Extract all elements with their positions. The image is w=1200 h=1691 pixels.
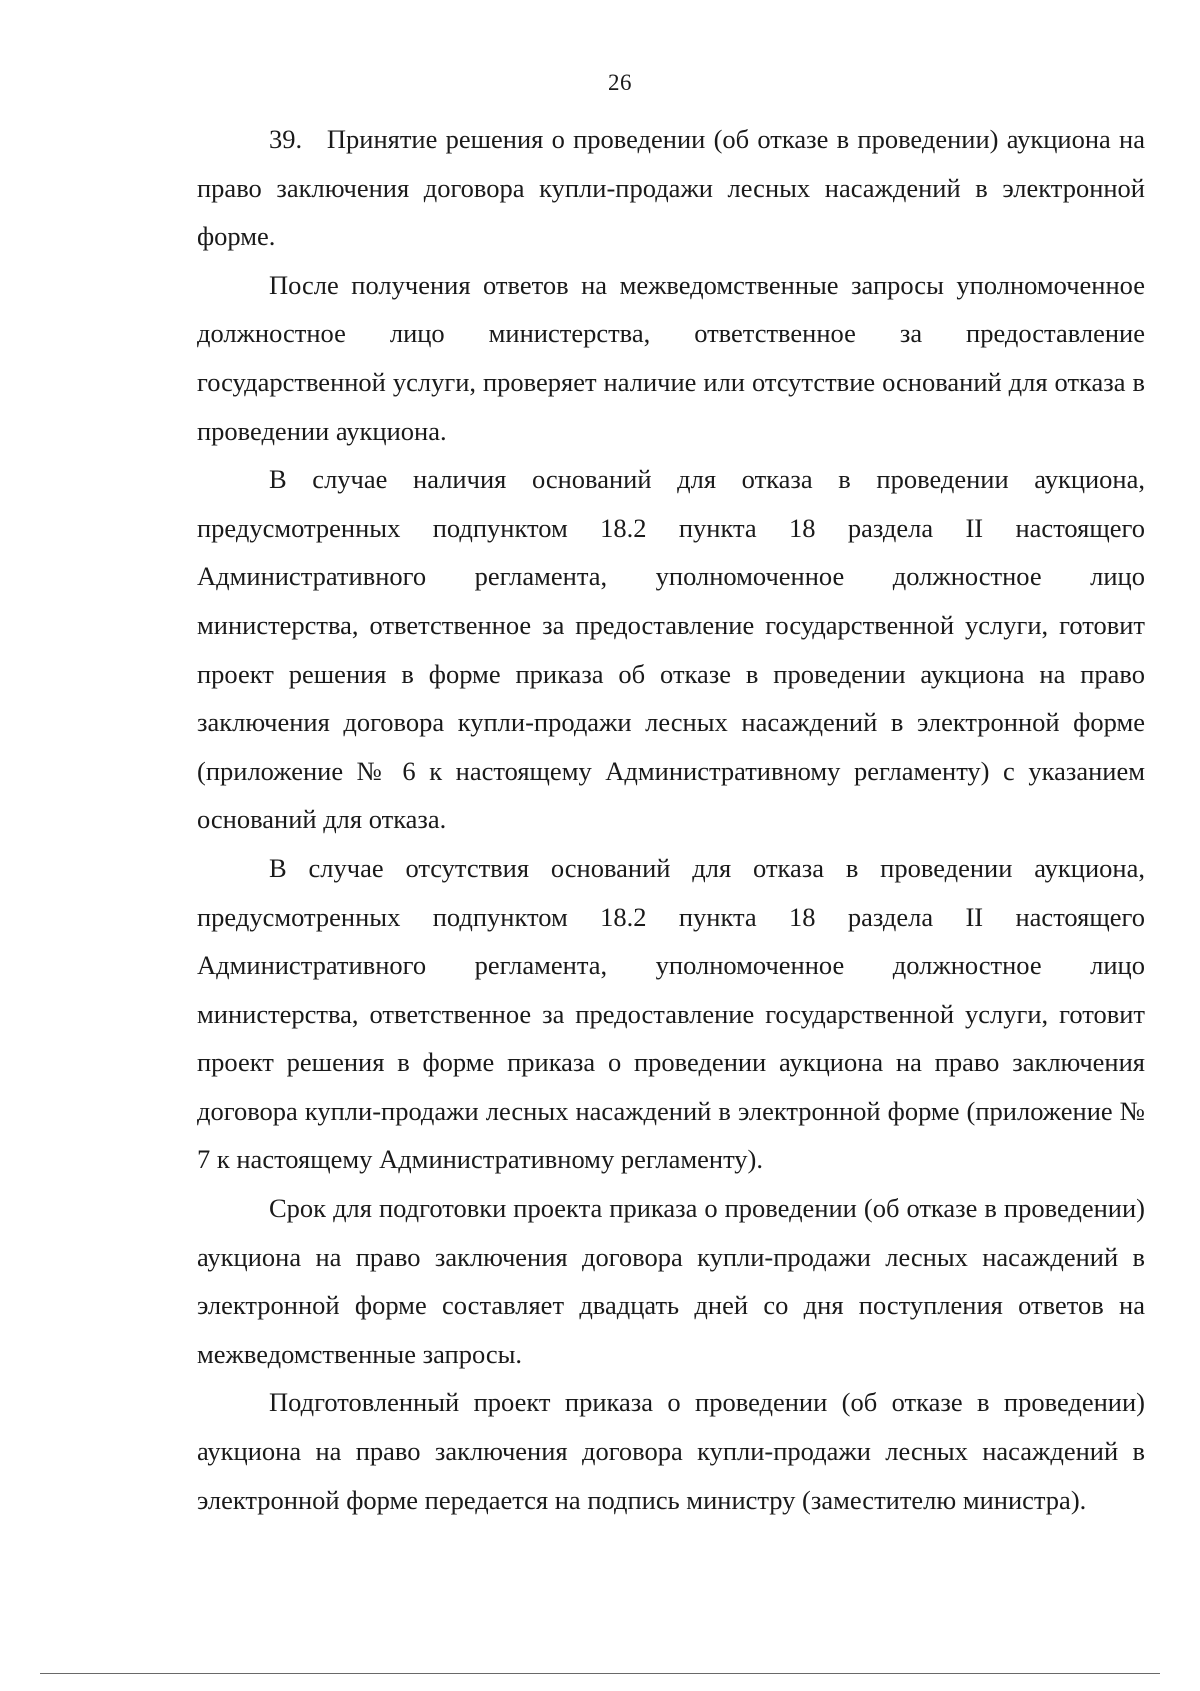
paragraph-item-39-heading: 39. Принятие решения о проведении (об отказе в проведении) аукциона на право заключения договора купли-продажи лесных насаждений в электронной форме.: [197, 124, 1145, 252]
paragraph-deadline: Срок для подготовки проекта приказа о проведении (об отказе в проведении) аукциона на право заключения договора купли-продажи лесных насаждений в электронной форме составляет двадцать дней со дня поступления ответов на межведомственные запросы.: [197, 1193, 1145, 1369]
paragraph-refusal-case: В случае наличия оснований для отказа в проведении аукциона, предусмотренных подпунктом 18.2 пункта 18 раздела II настоящего Административного регламента, уполномоченное должностное лицо министерства, ответственное за предоставление государственной услуги, готовит проект решения в форме приказа об отказе в проведении аукциона на право заключения договора купли-продажи лесных насаждений в электронной форме (приложение № 6 к настоящему Административному регламенту) с указанием оснований для отказа.: [197, 464, 1145, 835]
page-number: 26: [608, 70, 632, 95]
document-body: [197, 115, 1145, 1524]
paragraph-signature: Подготовленный проект приказа о проведении (об отказе в проведении) аукциона на право заключения договора купли-продажи лесных насаждений в электронной форме передается на подпись министру (заместителю министра).: [197, 1387, 1145, 1515]
scan-bottom-edge-divider: [40, 1673, 1160, 1674]
paragraph-approval-case: В случае отсутствия оснований для отказа в проведении аукциона, предусмотренных подпунктом 18.2 пункта 18 раздела II настоящего Административного регламента, уполномоченное должностное лицо министерства, ответственное за предоставление государственной услуги, готовит проект решения в форме приказа о проведении аукциона на право заключения договора купли-продажи лесных насаждений в электронной форме (приложение № 7 к настоящему Административному регламенту).: [197, 852, 1145, 1175]
paragraph-check-grounds: После получения ответов на межведомственные запросы уполномоченное должностное лицо министерства, ответственное за предоставление государственной услуги, проверяет наличие или отсутствие оснований для отказа в проведении аукциона.: [197, 269, 1145, 446]
